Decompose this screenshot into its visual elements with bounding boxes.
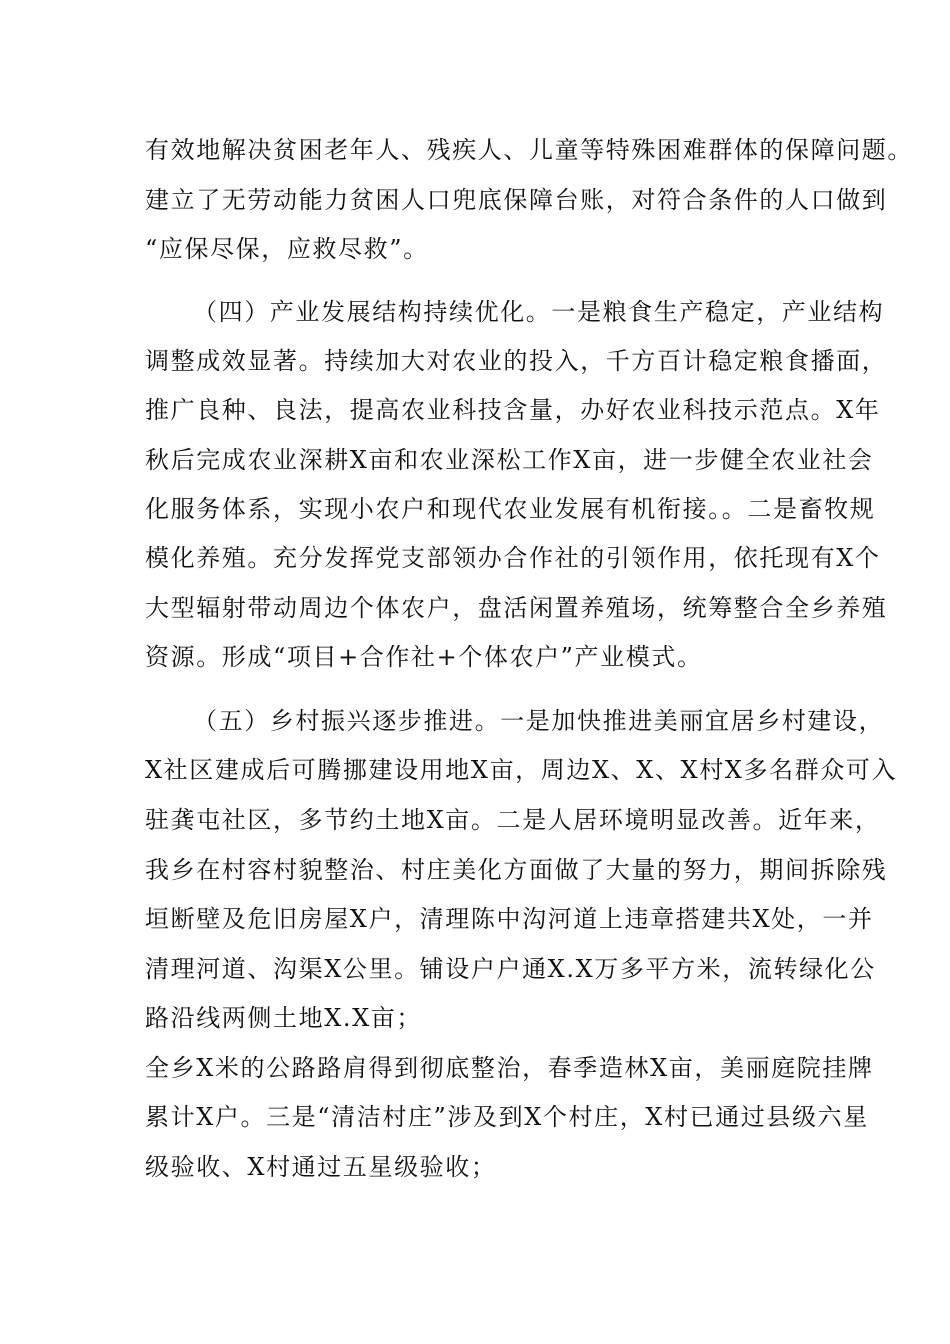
text-line: “应保尽保，应救尽救”。 bbox=[145, 235, 429, 263]
text-line: 建立了无劳动能力贫困人口兜底保障台账，对符合条件的人口做到 bbox=[145, 186, 888, 214]
text-line: 级验收、X村通过五星级验收； bbox=[145, 1153, 497, 1181]
text-line: 垣断壁及危旧房屋X户，清理陈中沟河道上违章搭建共X处，一并 bbox=[145, 905, 874, 933]
text-line: 化服务体系，实现小农户和现代农业发展有机衔接。。二是畜牧规 bbox=[145, 495, 876, 523]
text-line: 模化养殖。充分发挥党支部领办合作社的引领作用，依托现有X个 bbox=[145, 544, 881, 572]
text-line: 路沿线两侧土地X.X亩； bbox=[145, 1004, 422, 1032]
text-line: 资源。形成“项目+合作社+个体农户”产业模式。 bbox=[145, 643, 703, 671]
text-line: 全乡X米的公路路肩得到彻底整治，春季造林X亩，美丽庭院挂牌 bbox=[145, 1054, 874, 1082]
text-line: X社区建成后可腾挪建设用地X亩，周边X、X、X村X多名群众可入 bbox=[145, 756, 898, 784]
paragraph-heading-line: （五）乡村振兴逐步推进。一是加快推进美丽宜居乡村建设， bbox=[193, 707, 885, 735]
text-line: 清理河道、沟渠X公里。铺设户户通X.X万多平方米，流转绿化公 bbox=[145, 955, 876, 983]
text-line: 秋后完成农业深耕X亩和农业深松工作X亩，进一步健全农业社会 bbox=[145, 446, 874, 474]
text-line: 有效地解决贫困老年人、残疾人、儿童等特殊困难群体的保障问题。 bbox=[145, 136, 913, 164]
text-line: 调整成效显著。持续加大对农业的投入，千方百计稳定粮食播面， bbox=[145, 347, 888, 375]
text-line: 大型辐射带动周边个体农户，盘活闲置养殖场，统筹整合全乡养殖 bbox=[145, 594, 888, 622]
text-line: 累计X户。三是“清洁村庄”涉及到X个村庄，X村已通过县级六星 bbox=[145, 1103, 869, 1131]
text-line: 推广良种、良法，提高农业科技含量，办好农业科技示范点。X年 bbox=[145, 396, 881, 424]
paragraph-heading-line: （四）产业发展结构持续优化。一是粮食生产稳定，产业结构 bbox=[193, 298, 885, 326]
text-line: 驻龚屯社区，多节约土地X亩。二是人居环境明显改善。近年来， bbox=[145, 806, 881, 834]
text-line: 我乡在村容村貌整治、村庄美化方面做了大量的努力，期间拆除残 bbox=[145, 856, 888, 884]
